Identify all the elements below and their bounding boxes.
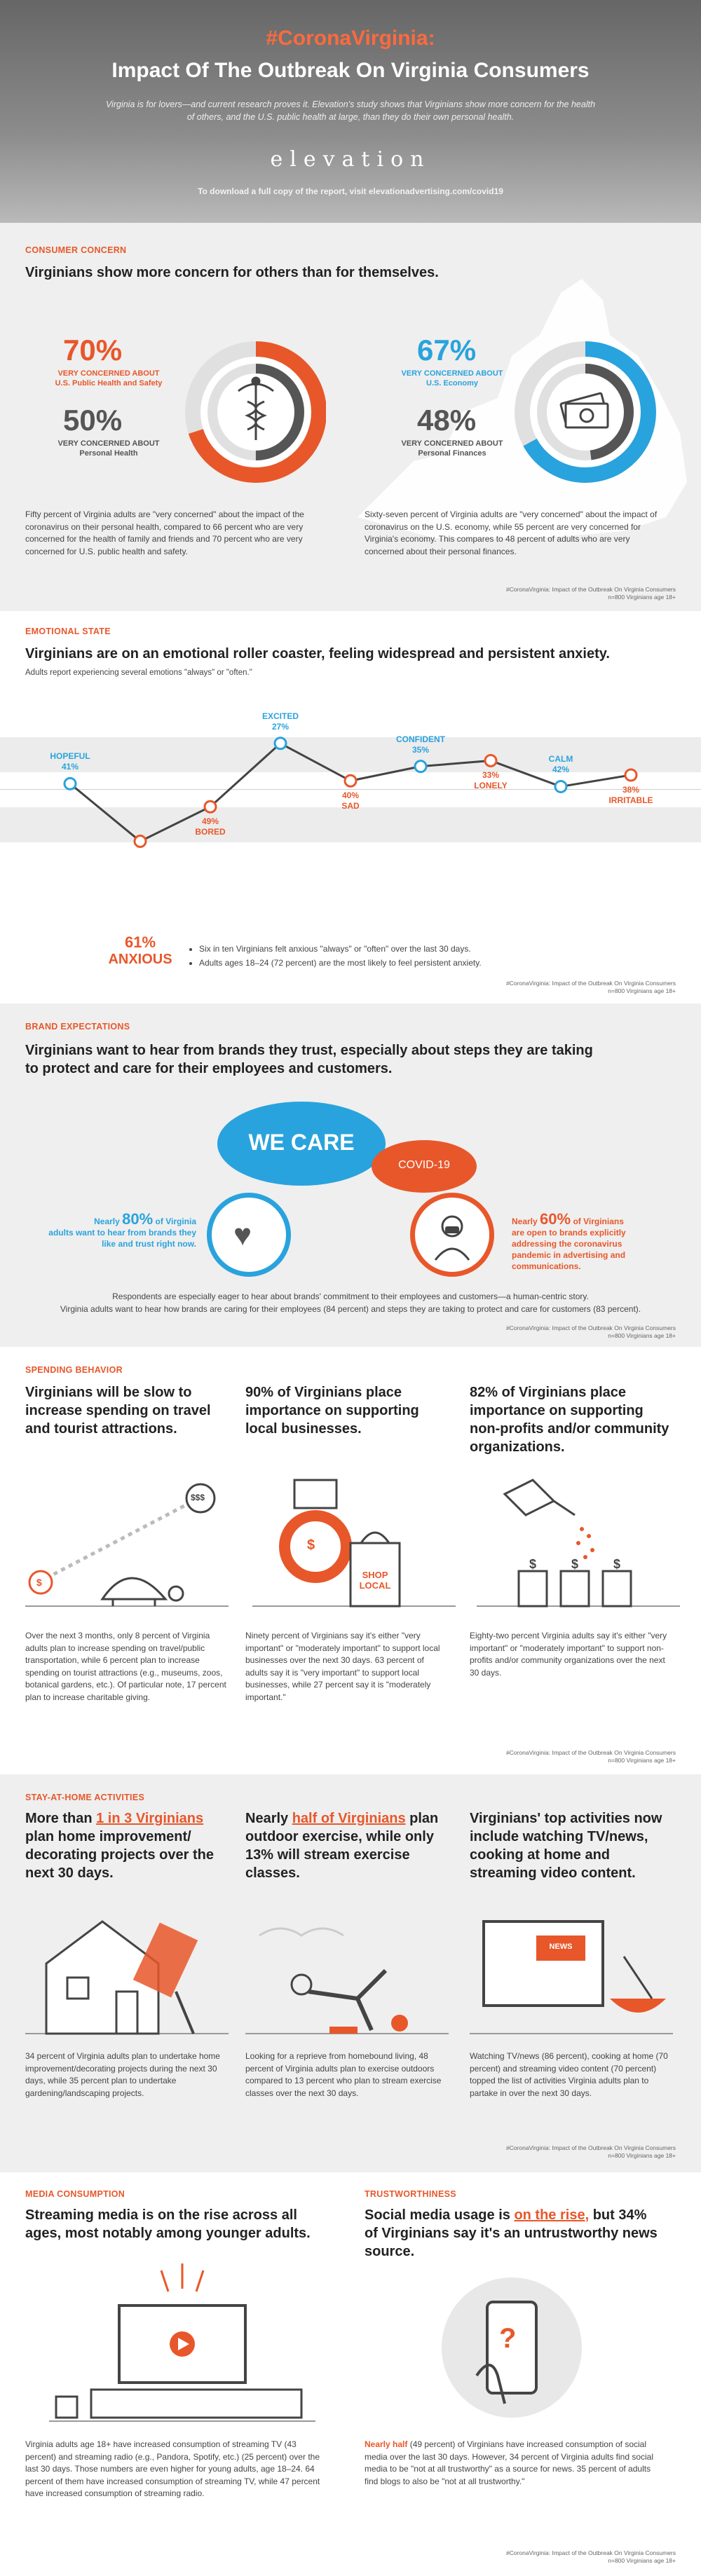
spending-col2-body: Ninety percent of Virginians say it's either "very important" or "moderately important" to support local businesses over the next 30 days. 63 percent of adults say it is "very important" to support local businesses, while 27 percent say it is "moderately important." — [245, 1631, 440, 1702]
us-economy-label: VERY CONCERNED ABOUT U.S. Economy — [401, 369, 503, 388]
section-label: CONSUMER CONCERN — [25, 245, 127, 255]
stay-col2-title: Nearly half of Virginians plan outdoor exercise, while only 13% will stream exercise classes. — [245, 1811, 439, 1881]
section-title: Virginians are on an emotional roller coaster, feeling widespread and persistent anxiety. — [25, 646, 610, 662]
download-link[interactable]: To download a full copy of the report, visit elevationadvertising.com/covid19 — [198, 186, 503, 196]
source-note: #CoronaVirginia: Impact of the Outbreak On Virginia Consumers n=800 Virginians age 18+ — [505, 980, 676, 994]
stay-col3-body: Watching TV/news (86 percent), cooking at home (70 percent) and streaming video content (70 percent) topped the list of activities Virginia adults plan to partake in over the next 30 days. — [470, 2051, 668, 2098]
section-label: SPENDING BEHAVIOR — [25, 1365, 123, 1375]
stay-at-home-section — [0, 1774, 701, 2172]
anxious-callout: 61% ANXIOUS — [108, 933, 172, 967]
emotion-label-lonely: 33% LONELY — [474, 770, 508, 791]
brand-expectations-section — [0, 1003, 701, 1347]
emotion-point-anxious — [135, 836, 146, 847]
us-economy-pct: 67% — [417, 334, 477, 366]
trust-title: Social media usage is on the rise, but 34% of Virginians say it's an untrustworthy news source. — [365, 2207, 658, 2259]
bullet: • Six in ten Virginians felt anxious "always" or "often" over the last 30 days. — [199, 942, 582, 956]
emotion-point-irritable — [625, 769, 637, 781]
spending-col3-body: Eighty-two percent Virginia adults say it's either "very important" or "moderately important" to support non-profits and/or community organizations over the next 30 days. — [470, 1631, 667, 1678]
we-care-text: WE CARE — [248, 1130, 355, 1155]
emotion-point-lonely — [485, 755, 496, 766]
plant-dollar-icon: $ — [613, 1557, 621, 1571]
personal-health-label: VERY CONCERNED ABOUT Personal Health — [57, 439, 160, 458]
section-label: BRAND EXPECTATIONS — [25, 1022, 130, 1032]
section-title: Virginians show more concern for others than for themselves. — [25, 265, 439, 280]
media-body: Virginia adults age 18+ have increased consumption of streaming TV (43 percent) and streaming radio (e.g., Pandora, Spotify, etc.) (25 percent) over the last 30 days. Those numbers are even higher for young adults, age 18–24. 64 percent of them have increased consumption of streaming TV, while 47 percent have increased consumption of streaming radio. — [25, 2439, 320, 2498]
question-icon: ? — [499, 2323, 517, 2354]
trust-body: Nearly half (49 percent) of Virginians have increased consumption of social media over the last 30 days. However, 34 percent of Virginia adults find social media to be "not at all trustworthy" as a source for news. 35 percent of adults find blogs to also be "not at all trustworthy." — [365, 2439, 654, 2486]
elevation-logo — [0, 147, 701, 172]
emotion-label-excited: EXCITED 27% — [261, 711, 299, 732]
emotion-point-bored — [205, 801, 216, 812]
spending-col2-title: 90% of Virginians place importance on supporting local businesses. — [245, 1385, 419, 1437]
spending-col3-title: 82% of Virginians place importance on supporting non-profits and/or community organizations. — [470, 1385, 669, 1455]
media-trust-section — [0, 2172, 701, 2575]
emotion-label-bored: 49% BORED — [195, 816, 226, 837]
tv-cooking-illustration — [470, 1893, 673, 2041]
shop-dollar-icon: $ — [307, 1537, 315, 1553]
page-title: Impact Of The Outbreak On Virginia Consumers — [111, 59, 590, 82]
heart-icon: ♥ — [233, 1218, 252, 1252]
emotion-line-chart — [0, 681, 701, 891]
stay-col2-body: Looking for a reprieve from homebound living, 48 percent of Virginia adults plan to exercise outdoors compared to 13 percent who plan to stream exercise classes over the next 30 days. — [245, 2051, 442, 2098]
plant-dollar-icon: $ — [571, 1557, 579, 1571]
shop-local-text: SHOP LOCAL — [359, 1570, 391, 1591]
emotion-label-confident: CONFIDENT 35% — [396, 734, 445, 755]
concern-left-body: Fifty percent of Virginia adults are "very concerned" about the impact of the coronavirus on their personal health, compared to 66 percent who are very concerned for the health of family and friends and 70 percent who are very concerned for U.S. public health and safety. — [25, 509, 304, 556]
emotion-point-hopeful — [64, 778, 76, 789]
bullet: • Adults ages 18–24 (72 percent) are the most likely to feel persistent anxiety. — [199, 956, 582, 970]
emotion-point-excited — [275, 738, 286, 749]
consumer-concern-section — [0, 223, 701, 611]
brand-body: Respondents are especially eager to hear about brands' commitment to their employees and customers—a human-centric story. Virginia adults want to hear how brands are caring for their employees (84 percent) and steps they are taking to protect and care for customers (83 percent). — [60, 1292, 641, 1314]
emotion-point-sad — [345, 775, 356, 786]
hero-header — [0, 0, 701, 223]
public-health-label: VERY CONCERNED ABOUT U.S. Public Health and Safety — [55, 369, 163, 388]
section-label: STAY-AT-HOME ACTIVITIES — [25, 1793, 145, 1802]
emotional-state-section — [0, 611, 701, 1003]
streaming-tv-illustration — [49, 2263, 315, 2425]
emotion-label-irritable: 38% IRRITABLE — [608, 785, 653, 805]
house-roller-illustration — [25, 1893, 229, 2041]
dollar-icon: $ — [36, 1577, 42, 1588]
news-badge: NEWS — [549, 1943, 573, 1951]
emotion-label-sad: 40% SAD — [341, 790, 360, 811]
source-note: #CoronaVirginia: Impact of the Outbreak On Virginia Consumers n=800 Virginians age 18+ — [505, 2549, 676, 2564]
brand-left-stat: Nearly 80% of Virginia adults want to hear from brands they like and trust right now. — [48, 1210, 196, 1249]
health-donut-chart — [172, 335, 326, 489]
stay-col1-title: More than 1 in 3 Virginians plan home improvement/ decorating projects over the next 30 days. — [25, 1811, 214, 1881]
economy-donut-chart — [508, 335, 662, 489]
emotion-label-calm: CALM 42% — [548, 754, 573, 775]
section-label: EMOTIONAL STATE — [25, 626, 111, 636]
section-label: MEDIA CONSUMPTION — [25, 2189, 125, 2199]
personal-finance-pct: 48% — [417, 404, 477, 437]
concern-right-body: Sixty-seven percent of Virginia adults are "very concerned" about the impact of coronavirus on the U.S. economy, while 55 percent are very concerned for Virginia's economy. This compares to 48 percent of adults who are very concerned about their personal finances. — [365, 509, 658, 556]
logo-text: elevation — [270, 147, 431, 172]
stay-col3-title: Virginians' top activities now include watching TV/news, cooking at home and streaming video content. — [470, 1811, 662, 1881]
emotion-point-confident — [415, 761, 426, 772]
source-note: #CoronaVirginia: Impact of the Outbreak On Virginia Consumers n=800 Virginians age 18+ — [505, 586, 676, 601]
section-title: Virginians want to hear from brands they trust, especially about steps they are taking to protect and care for their employees and customers. — [25, 1043, 593, 1076]
personal-health-pct: 50% — [63, 404, 123, 437]
source-note: #CoronaVirginia: Impact of the Outbreak On Virginia Consumers n=800 Virginians age 18+ — [505, 1749, 676, 1764]
spending-col1-body: Over the next 3 months, only 8 percent of Virginia adults plan to increase spending on travel/public transportation, while 6 percent plan to increase spending on tourist attractions (e.g., museums, zoos, botanical gardens, etc.). Of particular note, 17 percent plan to increase charitable giving. — [25, 1631, 226, 1702]
anxiety-bullets — [189, 942, 582, 970]
triple-dollar-icon: $$$ — [191, 1493, 205, 1502]
personal-finance-label: VERY CONCERNED ABOUT Personal Finances — [401, 439, 503, 458]
stay-col1-body: 34 percent of Virginia adults plan to undertake home improvement/decorating projects during the next 30 days, while 35 percent plan to undertake gardening/landscaping projects. — [25, 2051, 220, 2098]
spending-col1-title: Virginians will be slow to increase spending on travel and tourist attractions. — [25, 1385, 211, 1437]
public-health-pct: 70% — [63, 334, 123, 366]
media-title: Streaming media is on the rise across all ages, most notably among younger adults. — [25, 2207, 311, 2241]
brand-right-stat: Nearly 60% of Virginians are open to brands explicitly addressing the coronavirus pandemic in advertising and communications. — [512, 1210, 626, 1271]
hashtag-title: #CoronaVirginia: — [266, 27, 435, 50]
emotion-point-calm — [555, 781, 566, 792]
shop-local-illustration — [252, 1466, 456, 1613]
exercise-illustration — [245, 1893, 449, 2041]
covid-text: COVID-19 — [398, 1159, 450, 1171]
spending-behavior-section — [0, 1347, 701, 1774]
trust-label: TRUSTWORTHINESS — [365, 2189, 456, 2199]
section-subtitle: Adults report experiencing several emotions "always" or "often." — [25, 669, 252, 677]
masked-person-icon — [431, 1212, 473, 1261]
plant-dollar-icon: $ — [529, 1557, 537, 1571]
emotion-label-hopeful: HOPEFUL 41% — [50, 751, 90, 772]
source-note: #CoronaVirginia: Impact of the Outbreak On Virginia Consumers n=800 Virginians age 18+ — [505, 2144, 676, 2159]
watering-can-illustration — [477, 1466, 680, 1613]
intro-text: Virginia is for lovers—and current research proves it. Elevation's study shows that Virginians show more concern for the health of others, and the U.S. public health at large, than they do their own personal health. — [105, 100, 596, 122]
source-note: #CoronaVirginia: Impact of the Outbreak On Virginia Consumers n=800 Virginians age 18+ — [505, 1324, 676, 1339]
